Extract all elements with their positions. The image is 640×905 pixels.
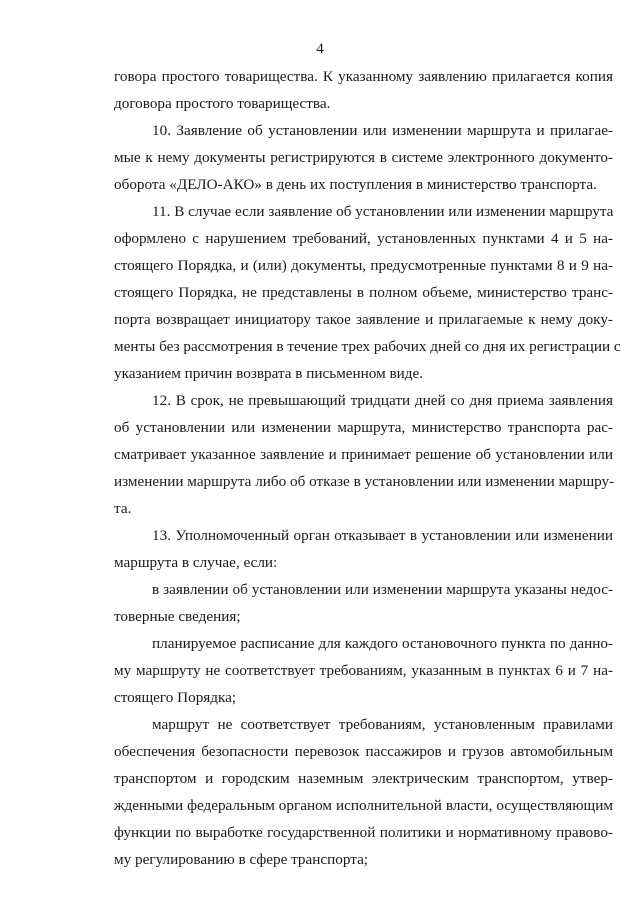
text-line: сматривает указанное заявление и принимает решение об установлении или [114, 446, 613, 463]
text-line: товерные сведения; [114, 608, 241, 625]
text-line: маршрута в случае, если: [114, 554, 278, 571]
text-line: порта возвращает инициатору такое заявление и прилагаемые к нему доку- [114, 311, 613, 328]
text-line: та. [114, 500, 132, 517]
text-line: об установлении или изменении маршрута, министерство транспорта рас- [114, 419, 613, 436]
text-line: функции по выработке государственной политики и нормативному правово- [114, 824, 613, 841]
text-line: договора простого товарищества. [114, 95, 331, 112]
text-line: оборота «ДЕЛО-АКО» в день их поступления в министерство транспорта. [114, 176, 597, 193]
text-line: 13. Уполномоченный орган отказывает в установлении или изменении [152, 527, 613, 544]
text-line: транспортом и городским наземным электрическим транспортом, утвер- [114, 770, 613, 787]
text-line: 12. В срок, не превышающий тридцати дней со дня приема заявления [152, 392, 613, 409]
text-line: планируемое расписание для каждого остановочного пункта по данно- [152, 635, 613, 652]
text-line: му регулированию в сфере транспорта; [114, 851, 369, 868]
text-line: 11. В случае если заявление об установлении или изменении маршрута [152, 203, 614, 220]
text-line: обеспечения безопасности перевозок пассажиров и грузов автомобильным [114, 743, 613, 760]
page-number: 4 [316, 41, 324, 57]
text-line: стоящего Порядка, и (или) документы, предусмотренные пунктами 8 и 9 на- [114, 257, 613, 274]
text-line: оформлено с нарушением требований, установленных пунктами 4 и 5 на- [114, 230, 613, 247]
text-line: мые к нему документы регистрируются в системе электронного документо- [114, 149, 613, 166]
text-line: говора простого товарищества. К указанному заявлению прилагается копия [114, 68, 613, 85]
text-line: маршрут не соответствует требованиям, установленным правилами [152, 716, 613, 733]
text-line: менты без рассмотрения в течение трех рабочих дней со дня их регистрации с [114, 338, 621, 355]
text-line: указанием причин возврата в письменном виде. [114, 365, 424, 382]
text-line: стоящего Порядка, не представлены в полном объеме, министерство транс- [114, 284, 613, 301]
text-line: 10. Заявление об установлении или изменении маршрута и прилагае- [152, 122, 613, 139]
text-line: в заявлении об установлении или изменении маршрута указаны недос- [152, 581, 613, 598]
text-line: стоящего Порядка; [114, 689, 237, 706]
text-line: му маршруту не соответствует требованиям, указанным в пунктах 6 и 7 на- [114, 662, 613, 679]
text-line: жденными федеральным органом исполнительной власти, осуществляющим [114, 797, 613, 814]
text-line: изменении маршрута либо об отказе в установлении или изменении маршру- [114, 473, 615, 490]
